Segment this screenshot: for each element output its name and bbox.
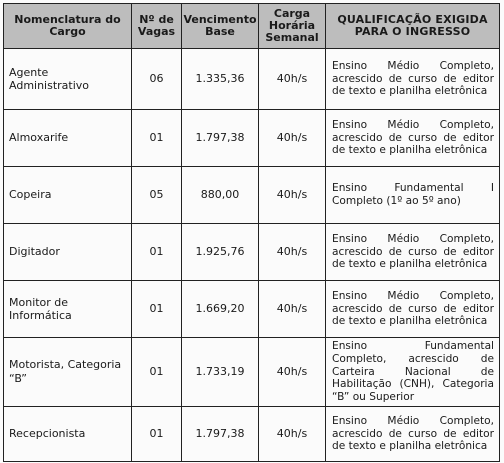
- cell-carga: 40h/s: [259, 49, 326, 110]
- table-row: [4, 49, 500, 110]
- cell-carga: 40h/s: [259, 224, 326, 281]
- header-carga: Carga Horária Semanal: [259, 4, 326, 49]
- cell-cargo: Digitador: [4, 224, 132, 281]
- table-row: [4, 167, 500, 224]
- cell-carga: 40h/s: [259, 167, 326, 224]
- cell-cargo: Recepcionista: [4, 406, 132, 461]
- header-vagas: Nº de Vagas: [132, 4, 182, 49]
- cell-vencimento: 1.335,36: [182, 49, 259, 110]
- cell-qualificacao: Ensino Fundamental Completo, acrescido de Carteira Nacional de Habilitação (CNH), Categoria “B” ou Superior: [326, 338, 500, 407]
- cell-qualificacao: Ensino Médio Completo, acrescido de curso de editor de texto e planilha eletrônica: [326, 406, 500, 461]
- table-row: [4, 224, 500, 281]
- cell-carga: 40h/s: [259, 281, 326, 338]
- header-cargo: Nomenclatura do Cargo: [4, 4, 132, 49]
- cell-cargo: Copeira: [4, 167, 132, 224]
- table-row: [4, 338, 500, 407]
- cell-vagas: 01: [132, 224, 182, 281]
- cell-vagas: 01: [132, 110, 182, 167]
- cell-vencimento: 880,00: [182, 167, 259, 224]
- cell-vagas: 01: [132, 406, 182, 461]
- cell-carga: 40h/s: [259, 110, 326, 167]
- cell-qualificacao: Ensino Médio Completo, acrescido de curso de editor de texto e planilha eletrônica: [326, 224, 500, 281]
- cell-carga: 40h/s: [259, 338, 326, 407]
- header-qualificacao: QUALIFICAÇÃO EXIGIDA PARA O INGRESSO: [326, 4, 500, 49]
- cell-vencimento: 1.669,20: [182, 281, 259, 338]
- cell-qualificacao: Ensino Médio Completo, acrescido de curso de editor de texto e planilha eletrônica: [326, 49, 500, 110]
- cell-qualificacao: Ensino Médio Completo, acrescido de curso de editor de texto e planilha eletrônica: [326, 110, 500, 167]
- cell-cargo: Motorista, Categoria “B”: [4, 338, 132, 407]
- table-header-row: [4, 4, 500, 49]
- header-vencimento: Vencimento Base: [182, 4, 259, 49]
- table-row: [4, 406, 500, 461]
- cell-vagas: 01: [132, 338, 182, 407]
- cell-cargo: Monitor de Informática: [4, 281, 132, 338]
- cell-vagas: 01: [132, 281, 182, 338]
- cell-vencimento: 1.733,19: [182, 338, 259, 407]
- cell-qualificacao: Ensino Fundamental I Completo (1º ao 5º ano): [326, 167, 500, 224]
- cell-vencimento: 1.797,38: [182, 406, 259, 461]
- cell-cargo: Agente Administrativo: [4, 49, 132, 110]
- cell-vagas: 06: [132, 49, 182, 110]
- cell-vagas: 05: [132, 167, 182, 224]
- cell-qualificacao: Ensino Médio Completo, acrescido de curso de editor de texto e planilha eletrônica: [326, 281, 500, 338]
- cell-vencimento: 1.797,38: [182, 110, 259, 167]
- table-row: [4, 281, 500, 338]
- cell-vencimento: 1.925,76: [182, 224, 259, 281]
- cell-carga: 40h/s: [259, 406, 326, 461]
- positions-table: [3, 3, 500, 462]
- cell-cargo: Almoxarife: [4, 110, 132, 167]
- table-row: [4, 110, 500, 167]
